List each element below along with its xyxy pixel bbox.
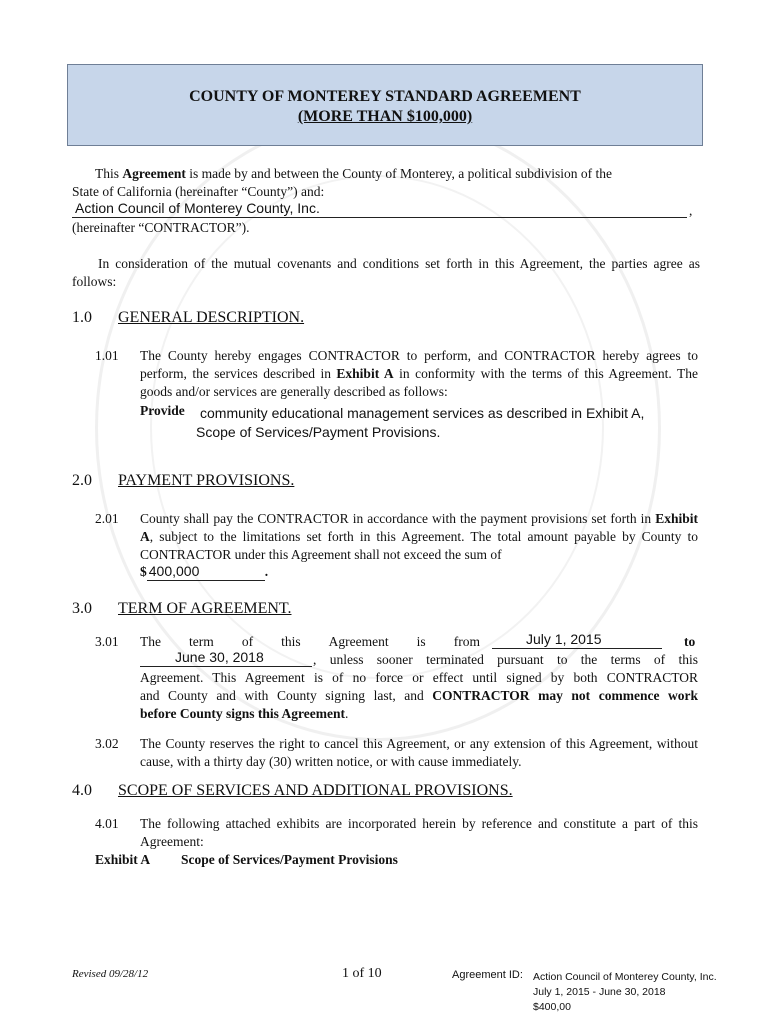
clause-2-01-text: County shall pay the CONTRACTOR in accordance with the payment provisions set forth in Exhibit A, subject to the limitations set forth in this Agreement. The total amount payable by County to CONTRACTOR under this Agreement shall not exceed the sum of — [140, 511, 698, 562]
contractor-name-field[interactable] — [72, 200, 687, 218]
exhibit-a-label: Exhibit A — [95, 852, 151, 867]
term-line-3: Agreement. This Agreement is of no force or effect until signed by both CONTRACTOR — [140, 670, 698, 685]
payment-amount-value: 400,000 — [148, 563, 200, 579]
revised-date: Revised 09/28/12 — [72, 968, 149, 980]
contractor-comma: , — [689, 203, 693, 218]
end-date-value: June 30, 2018 — [175, 649, 264, 665]
section-4-number: 4.0 — [72, 782, 92, 799]
hereinafter-contractor: (hereinafter “CONTRACTOR”). — [72, 220, 250, 235]
agreement-subtitle: (MORE THAN $100,000) — [297, 108, 473, 125]
agreement-id-label: Agreement ID: — [452, 969, 523, 981]
clause-4-01-number: 4.01 — [95, 816, 119, 831]
amount-period: . — [264, 564, 269, 579]
provide-description-line-2[interactable]: Scope of Services/Payment Provisions. — [196, 424, 441, 440]
consideration-paragraph: In consideration of the mutual covenants and conditions set forth in this Agreement, the parties agree as follows: — [72, 256, 700, 289]
start-date-value: July 1, 2015 — [526, 631, 602, 647]
to-word: to — [684, 634, 696, 649]
section-1-title: GENERAL DESCRIPTION. — [118, 309, 305, 326]
agreement-id-line-1: Action Council of Monterey County, Inc. — [533, 971, 717, 983]
payment-amount-row — [140, 563, 268, 581]
section-2-number: 2.0 — [72, 472, 92, 489]
term-line-4: and County and with County signing last, and CONTRACTOR may not commence work — [140, 688, 698, 703]
section-4-title: SCOPE OF SERVICES AND ADDITIONAL PROVISIONS. — [118, 782, 513, 799]
term-line-5: before County signs this Agreement. — [140, 706, 349, 721]
end-date-field[interactable] — [140, 649, 312, 667]
intro-line-2: State of California (hereinafter “County”) and: — [72, 184, 325, 199]
section-2-title: PAYMENT PROVISIONS. — [118, 472, 295, 489]
provide-label: Provide — [140, 403, 185, 418]
clause-3-02-number: 3.02 — [95, 736, 119, 751]
dollar-sign: $ — [140, 564, 147, 579]
clause-4-01-text: The following attached exhibits are incorporated herein by reference and constitute a part of this Agreement: — [140, 816, 698, 849]
provide-description-line-1[interactable]: community educational management services as described in Exhibit A, — [200, 405, 645, 421]
payment-amount-field[interactable] — [147, 563, 265, 581]
agreement-header — [67, 64, 703, 146]
term-line-2-tail: , unless sooner terminated pursuant to the terms of this — [313, 652, 698, 667]
clause-1-01-text: The County hereby engages CONTRACTOR to perform, and CONTRACTOR hereby agrees to perform, the services described in Exhibit A in conformity with the terms of this Agreement. The goods and/or services are generally described as follows: — [140, 348, 698, 399]
contractor-name-value: Action Council of Monterey County, Inc. — [75, 200, 320, 216]
page-number: 1 of 10 — [342, 966, 382, 981]
agreement-id-line-2: July 1, 2015 - June 30, 2018 — [533, 986, 666, 998]
clause-1-01-number: 1.01 — [95, 348, 119, 363]
exhibit-a-title: Scope of Services/Payment Provisions — [181, 852, 398, 867]
section-3-title: TERM OF AGREEMENT. — [118, 600, 292, 617]
term-words-row: The term of this Agreement is from — [140, 634, 480, 649]
clause-3-01-number: 3.01 — [95, 634, 119, 649]
section-1-number: 1.0 — [72, 309, 92, 326]
start-date-field[interactable] — [492, 631, 662, 649]
agreement-id-block — [533, 970, 717, 1015]
intro-line-1: This Agreement is made by and between the County of Monterey, a political subdivision of the — [95, 166, 613, 181]
agreement-title: COUNTY OF MONTEREY STANDARD AGREEMENT — [189, 88, 581, 105]
clause-2-01-number: 2.01 — [95, 511, 119, 526]
clause-3-02-text: The County reserves the right to cancel this Agreement, or any extension of this Agreement, without cause, with a thirty day (30) written notice, or with cause immediately. — [140, 736, 698, 769]
section-3-number: 3.0 — [72, 600, 92, 617]
agreement-id-line-3: $400,00 — [533, 1001, 571, 1013]
